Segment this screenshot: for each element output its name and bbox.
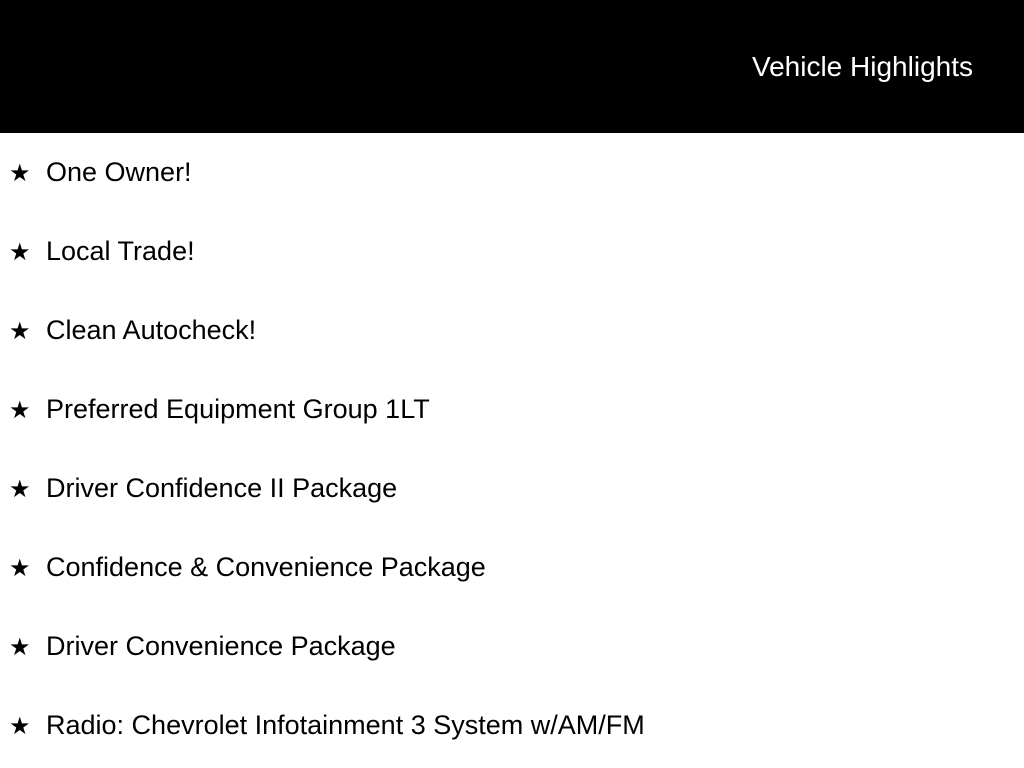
list-item-label: Radio: Chevrolet Infotainment 3 System w/AM/FM: [46, 710, 645, 740]
list-item-label: Clean Autocheck!: [46, 315, 257, 345]
star-icon: ★: [9, 239, 31, 266]
list-item-label: Driver Convenience Package: [46, 631, 396, 661]
list-item-label: Local Trade!: [46, 236, 195, 266]
list-item: [0, 528, 1024, 607]
list-item: [0, 133, 1024, 212]
star-icon: ★: [9, 634, 31, 661]
star-icon: ★: [9, 160, 31, 187]
list-item: [0, 212, 1024, 291]
list-item: [0, 291, 1024, 370]
list-item: [0, 449, 1024, 528]
list-item-label: Preferred Equipment Group 1LT: [46, 394, 430, 424]
star-icon: ★: [9, 476, 31, 503]
page-title: Vehicle Highlights: [751, 51, 973, 82]
list-item-label: One Owner!: [46, 157, 192, 187]
header-bar: [0, 0, 1024, 133]
list-item-label: Driver Confidence II Package: [46, 473, 398, 503]
list-item: [0, 370, 1024, 449]
highlight-list: [0, 133, 1024, 765]
list-item-label: Confidence & Convenience Package: [46, 552, 486, 582]
star-icon: ★: [9, 318, 31, 345]
list-item: [0, 686, 1024, 765]
star-icon: ★: [9, 713, 31, 740]
star-icon: ★: [9, 397, 31, 424]
list-item: [0, 607, 1024, 686]
star-icon: ★: [9, 555, 31, 582]
